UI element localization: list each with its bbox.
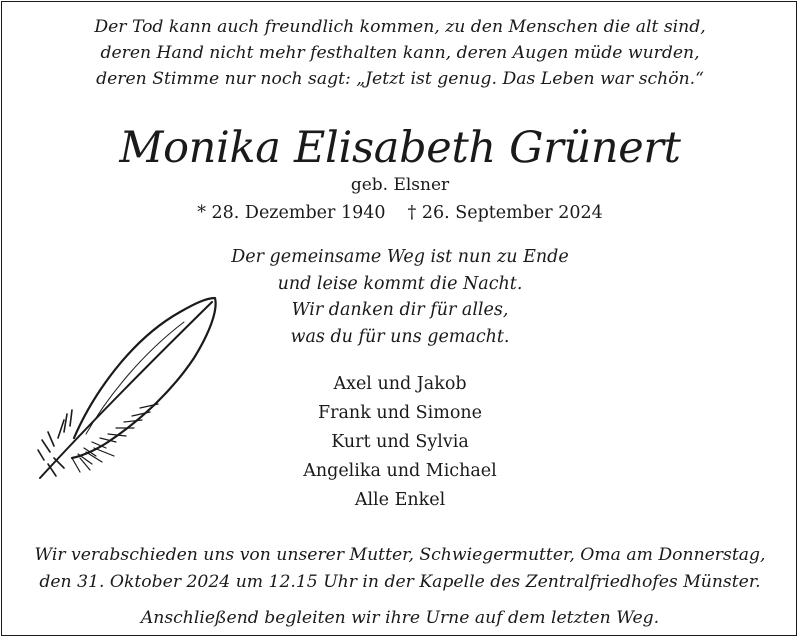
intro-quote — [0, 14, 800, 92]
ceremony-line: Wir verabschieden uns von unserer Mutter, Schwiegermutter, Oma am Donnerstag, — [34, 545, 766, 565]
ceremony-notice — [0, 542, 800, 596]
intro-line: deren Hand nicht mehr festhalten kann, deren Augen müde wurden, — [100, 43, 700, 63]
intro-line: Der Tod kann auch freundlich kommen, zu den Menschen die alt sind, — [94, 17, 706, 37]
poem-line: was du für uns gemacht. — [290, 326, 510, 347]
mourner-entry: Frank und Simone — [317, 403, 483, 423]
death-date: † 26. September 2024 — [407, 203, 603, 223]
mourners-list — [0, 370, 800, 515]
mourner-entry: Alle Enkel — [354, 490, 446, 510]
deceased-name: Monika Elisabeth Grünert — [119, 123, 681, 173]
mourner-entry: Axel und Jakob — [333, 374, 467, 394]
poem-line: Der gemeinsame Weg ist nun zu Ende — [231, 247, 569, 267]
maiden-name: geb. Elsner — [350, 175, 450, 195]
life-dates — [0, 201, 800, 225]
birth-date: * 28. Dezember 1940 — [197, 203, 386, 223]
mourner-entry: Angelika und Michael — [303, 461, 497, 481]
mourner-entry: Kurt und Sylvia — [331, 432, 469, 452]
poem-line: Wir danken dir für alles, — [291, 300, 509, 320]
ceremony-line: den 31. Oktober 2024 um 12.15 Uhr in der Kapelle des Zentralfriedhofes Münster. — [39, 572, 761, 592]
closing-line: Anschließend begleiten wir ihre Urne auf dem letzten Weg. — [140, 608, 660, 628]
poem-line: und leise kommt die Nacht. — [277, 273, 523, 294]
intro-line: deren Stimme nur noch sagt: „Jetzt ist genug. Das Leben war schön.“ — [96, 69, 704, 89]
